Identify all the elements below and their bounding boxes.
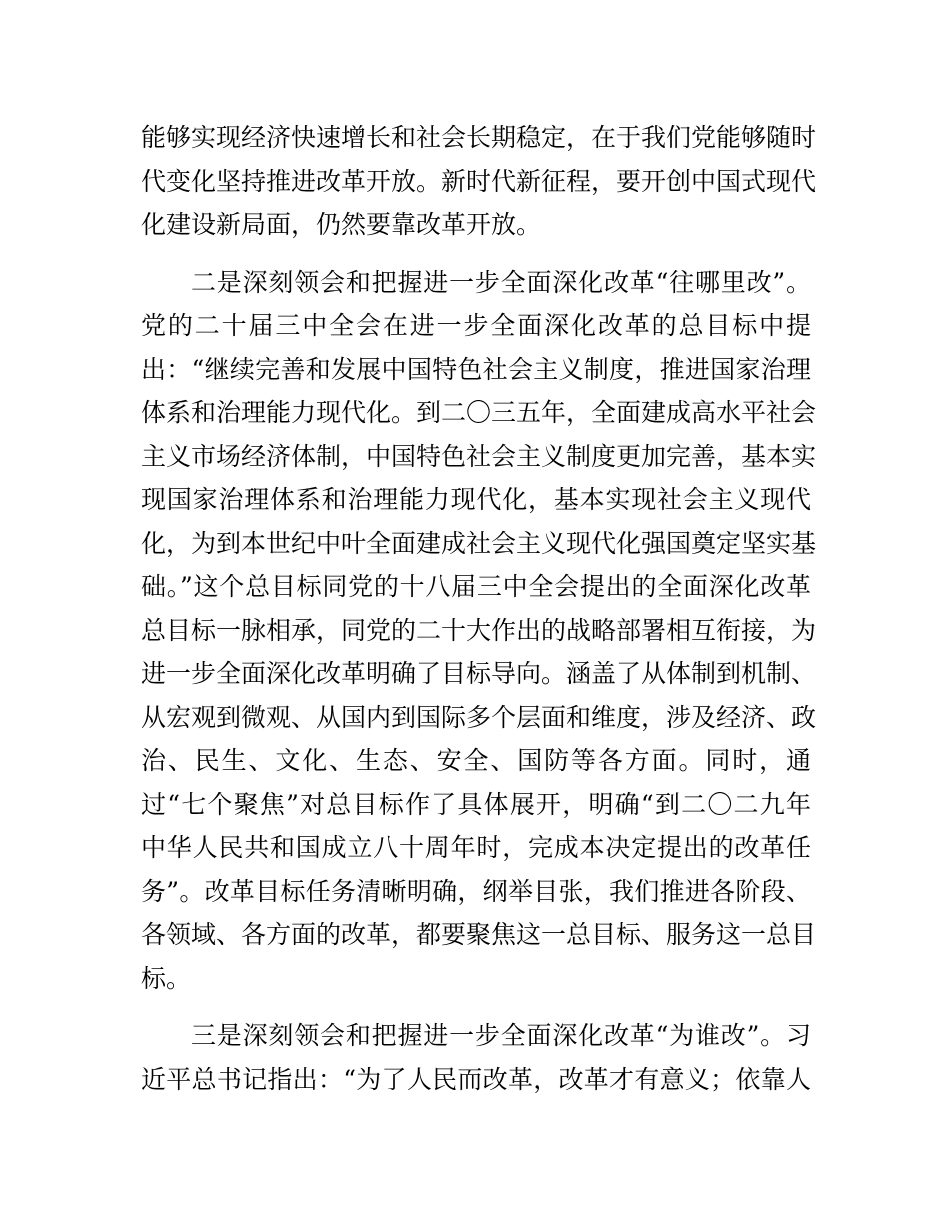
paragraph-2-line-13: 过“七个聚焦”对总目标作了具体展开，明确“到二〇二九年 (141, 789, 811, 819)
document-body (141, 116, 817, 1101)
paragraph-2-line-14: 中华人民共和国成立八十周年时，完成本决定提出的改革任 (141, 833, 811, 862)
paragraph-1-line-2: 代变化坚持推进改革开放。新时代新征程，要开创中国式现代 (141, 166, 817, 196)
paragraph-2-line-10: 进一步全面深化改革明确了目标导向。涵盖了从体制到机制、 (141, 659, 817, 688)
paragraph-2-line-17: 标。 (141, 963, 192, 993)
paragraph-2-line-2: 党的二十届三中全会在进一步全面深化改革的总目标中提 (141, 311, 811, 340)
paragraph-2-line-4: 体系和治理能力现代化。到二〇三五年，全面建成高水平社会 (141, 398, 817, 427)
paragraph-2-line-1: 二是深刻领会和把握进一步全面深化改革“往哪里改”。 (191, 267, 811, 297)
paragraph-3-line-2: 近平总书记指出：“为了人民而改革，改革才有意义；依靠人 (141, 1064, 811, 1094)
paragraph-2-line-11: 从宏观到微观、从国内到国际多个层面和维度，涉及经济、政 (141, 702, 817, 732)
paragraph-2-line-7: 化，为到本世纪中叶全面建成社会主义现代化强国奠定坚实基 (141, 528, 817, 558)
paragraph-gap (141, 1000, 811, 1014)
paragraph-2-line-3: 出：“继续完善和发展中国特色社会主义制度，推进国家治理 (141, 354, 811, 384)
paragraph-2-line-5: 主义市场经济体制，中国特色社会主义制度更加完善，基本实 (141, 441, 817, 471)
paragraph-3-line-1: 三是深刻领会和把握进一步全面深化改革“为谁改”。习 (191, 1021, 811, 1050)
paragraph-2-line-15: 务”。改革目标任务清晰明确，纲举目张，我们推进各阶段、 (141, 876, 811, 906)
paragraph-2-line-9: 总目标一脉相承，同党的二十大作出的战略部署相互衔接，为 (141, 615, 817, 645)
paragraph-2-line-6: 现国家治理体系和治理能力现代化，基本实现社会主义现代 (141, 485, 811, 514)
paragraph-1-line-1: 能够实现经济快速增长和社会长期稳定，在于我们党能够随时 (141, 123, 817, 152)
paragraph-gap (141, 247, 811, 261)
paragraph-2-line-16: 各领域、各方面的改革，都要聚焦这一总目标、服务这一总目 (141, 920, 817, 949)
paragraph-2-line-8: 础。”这个总目标同党的十八届三中全会提出的全面深化改革 (141, 572, 811, 601)
paragraph-2-line-12: 治、民生、文化、生态、安全、国防等各方面。同时，通 (141, 746, 811, 775)
paragraph-1-line-3: 化建设新局面，仍然要靠改革开放。 (141, 210, 542, 239)
